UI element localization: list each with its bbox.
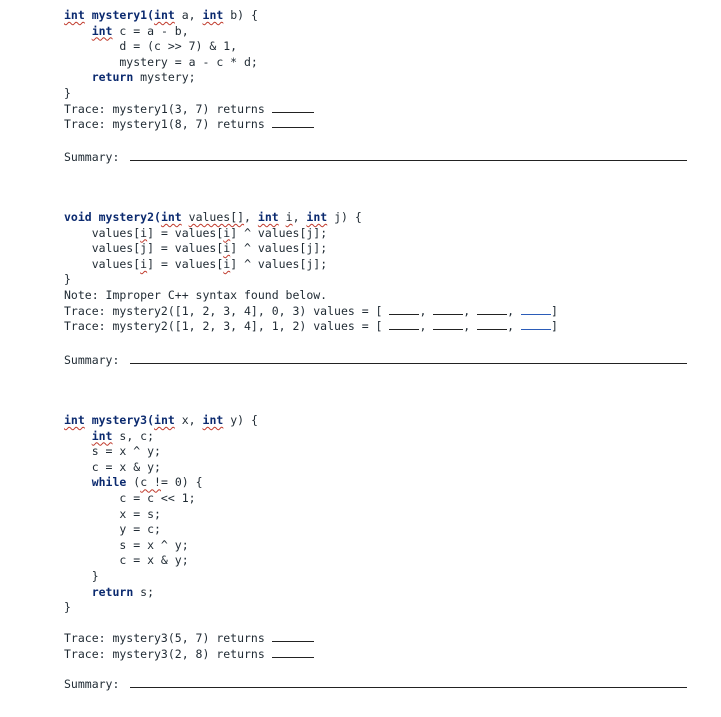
- summary-label: Summary:: [64, 353, 120, 367]
- code-line: return s;: [91, 584, 155, 599]
- problem2-block: [64, 210, 704, 335]
- code-line: int s, c;: [91, 428, 155, 443]
- summary-label: Summary:: [64, 677, 120, 691]
- answer-blank[interactable]: [272, 631, 314, 642]
- answer-blank[interactable]: [272, 117, 314, 128]
- answer-blank[interactable]: [389, 319, 419, 330]
- code-line: c = x & y;: [64, 553, 189, 568]
- answer-blank[interactable]: [521, 304, 551, 315]
- answer-blank[interactable]: [389, 304, 419, 315]
- code-line: values[i] = values[i] ^ values[j];: [64, 256, 328, 271]
- code-line: d = (c >> 7) & 1,: [64, 39, 238, 54]
- code-line: return mystery;: [91, 70, 196, 85]
- code-line: c = c << 1;: [64, 490, 196, 505]
- code-line: }: [64, 272, 71, 287]
- code-line: }: [64, 600, 71, 615]
- code-line: int mystery3(int x, int y) {: [64, 413, 258, 427]
- answer-blank[interactable]: [477, 319, 507, 330]
- code-line: mystery = a - c * d;: [64, 54, 258, 69]
- answer-blank[interactable]: [272, 647, 314, 658]
- trace-line: Trace: mystery1(8, 7) returns: [64, 117, 704, 133]
- problem1-block: [64, 8, 704, 133]
- code-line: int mystery1(int a, int b) {: [64, 8, 258, 22]
- code-line: c = x & y;: [64, 459, 161, 474]
- summary-row: [64, 676, 119, 692]
- trace-line: Trace: mystery1(3, 7) returns: [64, 102, 704, 118]
- summary-answer-line[interactable]: [130, 687, 687, 688]
- summary-row: [64, 149, 119, 165]
- trace-line: Trace: mystery2([1, 2, 3, 4], 0, 3) values = [ , , , ]: [64, 303, 558, 318]
- code-line: }: [64, 568, 99, 583]
- answer-blank[interactable]: [272, 102, 314, 113]
- code-line: int c = a - b,: [91, 23, 189, 38]
- summary-answer-line[interactable]: [130, 160, 687, 161]
- summary-row: [64, 352, 119, 368]
- code-line: values[j] = values[i] ^ values[j];: [64, 241, 328, 256]
- code-line: values[i] = values[i] ^ values[j];: [64, 225, 328, 240]
- trace-line: Trace: mystery3(5, 7) returns: [64, 631, 704, 647]
- trace-line: Trace: mystery2([1, 2, 3, 4], 1, 2) values = [ , , , ]: [64, 319, 558, 334]
- code-line: s = x ^ y;: [64, 444, 161, 459]
- code-line: void mystery2(int values[], int i, int j) {: [64, 210, 362, 224]
- code-line: }: [64, 85, 71, 100]
- answer-blank[interactable]: [477, 304, 507, 315]
- code-line: x = s;: [64, 506, 161, 521]
- code-line: s = x ^ y;: [64, 537, 189, 552]
- problem3-block: [64, 413, 704, 663]
- code-line: y = c;: [64, 522, 161, 537]
- answer-blank[interactable]: [433, 304, 463, 315]
- note-line: Note: Improper C++ syntax found below.: [64, 287, 328, 302]
- summary-answer-line[interactable]: [130, 363, 687, 364]
- answer-blank[interactable]: [433, 319, 463, 330]
- trace-line: Trace: mystery3(2, 8) returns: [64, 647, 704, 663]
- summary-label: Summary:: [64, 150, 120, 164]
- code-line: while (c != 0) {: [91, 475, 203, 490]
- answer-blank[interactable]: [521, 319, 551, 330]
